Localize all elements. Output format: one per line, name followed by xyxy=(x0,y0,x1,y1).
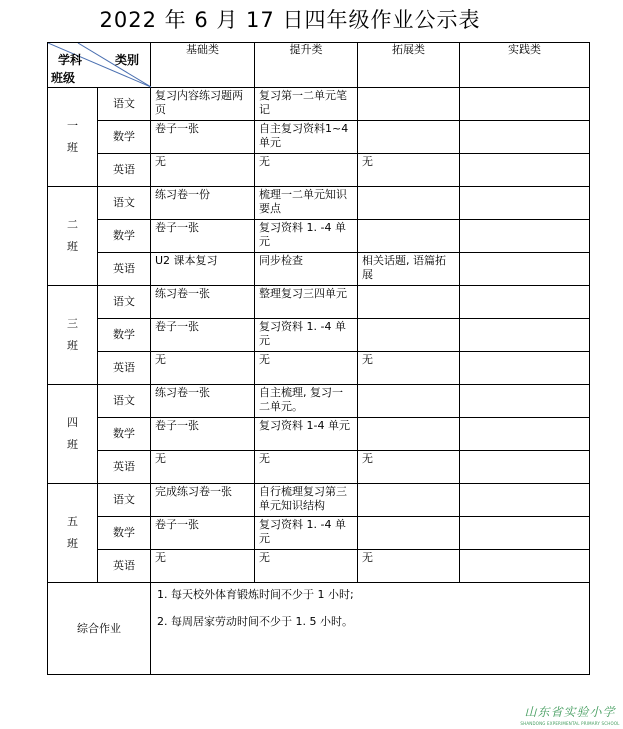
homework-cell: 练习卷一张 xyxy=(151,286,255,319)
table-row xyxy=(48,187,590,220)
subject-cell: 数学 xyxy=(98,220,151,253)
subject-cell: 语文 xyxy=(98,88,151,121)
homework-cell xyxy=(460,220,590,253)
class-label-cell xyxy=(48,187,98,286)
homework-cell: 无 xyxy=(358,451,460,484)
class-name-bottom: 班 xyxy=(67,339,78,352)
general-homework-row xyxy=(48,583,590,675)
header-corner-cell xyxy=(48,43,151,88)
homework-cell xyxy=(358,418,460,451)
subject-cell: 语文 xyxy=(98,187,151,220)
homework-cell xyxy=(460,286,590,319)
class-name-top: 四 xyxy=(67,416,78,429)
class-label-cell xyxy=(48,88,98,187)
general-homework-item: 2. 每周居家劳动时间不少于 1. 5 小时。 xyxy=(157,615,353,628)
homework-cell: 自主梳理, 复习一二单元。 xyxy=(255,385,358,418)
homework-cell xyxy=(460,253,590,286)
table-row xyxy=(48,121,590,154)
homework-cell: 无 xyxy=(151,550,255,583)
homework-cell xyxy=(460,319,590,352)
column-header-extension: 拓展类 xyxy=(358,43,460,88)
class-label-cell xyxy=(48,385,98,484)
class-name-top: 三 xyxy=(67,317,78,330)
homework-cell xyxy=(460,352,590,385)
subject-cell: 数学 xyxy=(98,121,151,154)
homework-cell: 卷子一张 xyxy=(151,319,255,352)
page-title: 2022 年 6 月 17 日四年级作业公示表 xyxy=(99,8,481,32)
subject-cell: 数学 xyxy=(98,517,151,550)
homework-cell xyxy=(358,484,460,517)
corner-class-label: 班级 xyxy=(51,71,76,85)
homework-cell xyxy=(358,121,460,154)
homework-cell: 梳理一二单元知识要点 xyxy=(255,187,358,220)
homework-cell: 复习资料 1-4 单元 xyxy=(255,418,358,451)
homework-cell: 无 xyxy=(151,352,255,385)
column-header-practice: 实践类 xyxy=(460,43,590,88)
homework-cell: 复习第一二单元笔记 xyxy=(255,88,358,121)
general-homework-label: 综合作业 xyxy=(48,583,151,675)
class-name-top: 二 xyxy=(67,218,78,231)
homework-cell: 自主复习资料1~4单元 xyxy=(255,121,358,154)
homework-cell: 无 xyxy=(151,154,255,187)
homework-cell xyxy=(460,385,590,418)
homework-cell xyxy=(460,418,590,451)
subject-cell: 数学 xyxy=(98,418,151,451)
table-row xyxy=(48,220,590,253)
subject-cell: 英语 xyxy=(98,253,151,286)
homework-cell xyxy=(460,154,590,187)
homework-cell xyxy=(358,286,460,319)
homework-cell: 整理复习三四单元 xyxy=(255,286,358,319)
table-row xyxy=(48,88,590,121)
class-name-bottom: 班 xyxy=(67,141,78,154)
class-name-top: 一 xyxy=(67,119,78,132)
homework-cell xyxy=(460,550,590,583)
corner-subject-label: 学科 xyxy=(58,53,83,67)
logo-subtitle: SHANDONG EXPERIMENTAL PRIMARY SCHOOL xyxy=(520,721,620,726)
table-row xyxy=(48,418,590,451)
logo-name: 山东省实验小学 xyxy=(524,705,616,719)
column-header-basic: 基础类 xyxy=(151,43,255,88)
homework-cell: 无 xyxy=(255,352,358,385)
homework-cell xyxy=(358,517,460,550)
homework-cell: 自行梳理复习第三单元知识结构 xyxy=(255,484,358,517)
homework-cell xyxy=(358,319,460,352)
table-body xyxy=(48,88,590,675)
column-header-advanced: 提升类 xyxy=(255,43,358,88)
homework-cell: 相关话题, 语篇拓展 xyxy=(358,253,460,286)
homework-cell: 无 xyxy=(255,451,358,484)
homework-cell xyxy=(460,451,590,484)
subject-cell: 英语 xyxy=(98,550,151,583)
homework-cell xyxy=(358,88,460,121)
homework-cell xyxy=(358,220,460,253)
table-row xyxy=(48,517,590,550)
class-name-bottom: 班 xyxy=(67,537,78,550)
homework-cell: 卷子一张 xyxy=(151,121,255,154)
table-row xyxy=(48,550,590,583)
homework-cell xyxy=(460,121,590,154)
table-row xyxy=(48,451,590,484)
homework-cell: 复习资料 1. -4 单元 xyxy=(255,517,358,550)
homework-cell xyxy=(358,385,460,418)
homework-cell: 无 xyxy=(358,352,460,385)
subject-cell: 语文 xyxy=(98,286,151,319)
homework-cell: 无 xyxy=(255,550,358,583)
subject-cell: 英语 xyxy=(98,352,151,385)
homework-cell: 练习卷一张 xyxy=(151,385,255,418)
homework-cell: 无 xyxy=(358,154,460,187)
subject-cell: 英语 xyxy=(98,154,151,187)
homework-cell xyxy=(460,187,590,220)
subject-cell: 语文 xyxy=(98,484,151,517)
table-row xyxy=(48,154,590,187)
table-row xyxy=(48,385,590,418)
table-row xyxy=(48,352,590,385)
homework-cell: 完成练习卷一张 xyxy=(151,484,255,517)
homework-cell xyxy=(358,187,460,220)
table-row xyxy=(48,253,590,286)
class-name-top: 五 xyxy=(67,515,78,528)
homework-cell: 无 xyxy=(151,451,255,484)
homework-cell: 练习卷一份 xyxy=(151,187,255,220)
subject-cell: 语文 xyxy=(98,385,151,418)
table-row xyxy=(48,319,590,352)
subject-cell: 英语 xyxy=(98,451,151,484)
homework-cell: 复习内容练习题两页 xyxy=(151,88,255,121)
homework-cell: 无 xyxy=(358,550,460,583)
homework-cell: U2 课本复习 xyxy=(151,253,255,286)
table-row xyxy=(48,484,590,517)
homework-cell xyxy=(460,88,590,121)
class-label-cell xyxy=(48,286,98,385)
general-homework-content xyxy=(151,583,590,675)
class-name-bottom: 班 xyxy=(67,438,78,451)
homework-table xyxy=(47,42,590,675)
homework-cell: 复习资料 1. -4 单元 xyxy=(255,220,358,253)
homework-cell: 卷子一张 xyxy=(151,418,255,451)
homework-cell: 无 xyxy=(255,154,358,187)
class-label-cell xyxy=(48,484,98,583)
subject-cell: 数学 xyxy=(98,319,151,352)
corner-category-label: 类别 xyxy=(115,53,140,67)
table-row xyxy=(48,286,590,319)
general-homework-item: 1. 每天校外体育锻炼时间不少于 1 小时; xyxy=(157,588,354,601)
class-name-bottom: 班 xyxy=(67,240,78,253)
homework-cell xyxy=(460,517,590,550)
homework-cell: 卷子一张 xyxy=(151,220,255,253)
homework-cell: 复习资料 1. -4 单元 xyxy=(255,319,358,352)
homework-cell xyxy=(460,484,590,517)
homework-cell: 卷子一张 xyxy=(151,517,255,550)
homework-cell: 同步检查 xyxy=(255,253,358,286)
school-logo xyxy=(520,703,620,726)
